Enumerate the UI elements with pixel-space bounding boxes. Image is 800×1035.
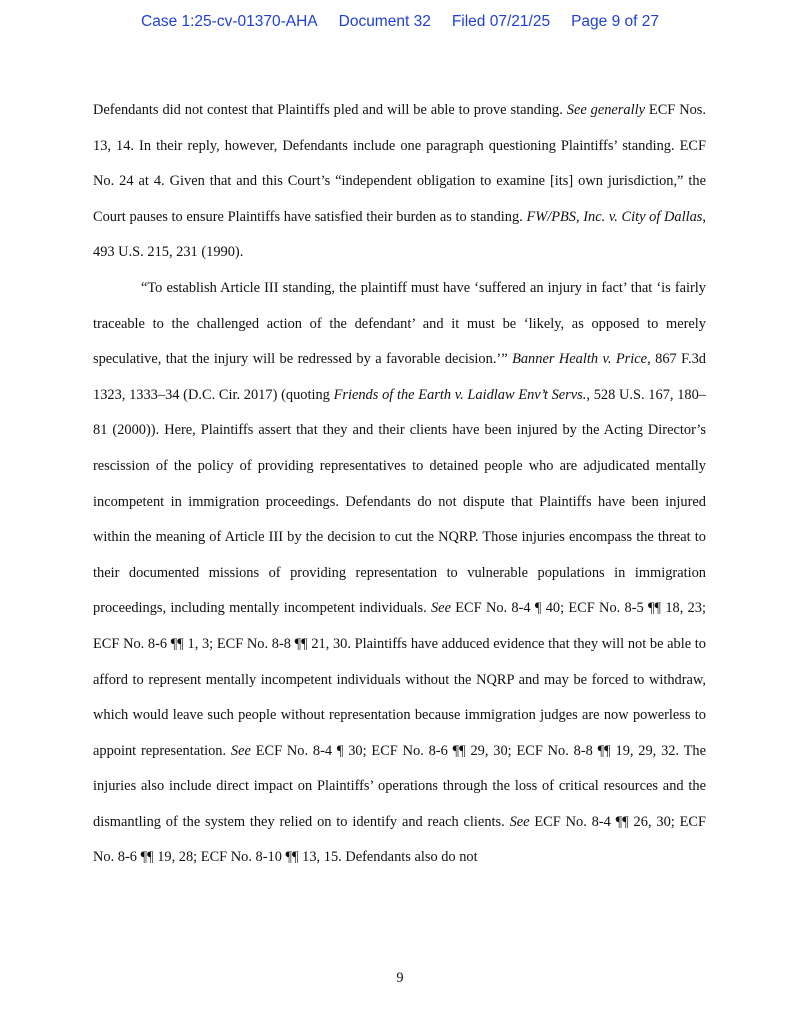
filed-date: Filed 07/21/25 [451,13,551,30]
page-count: Page 9 of 27 [571,13,659,30]
case-name: FW/PBS, Inc. v. City of Dallas [526,208,703,225]
document-body [93,93,706,876]
citation-signal: See [509,813,530,830]
citation-signal: See generally [566,102,645,118]
citation-signal: See [230,742,251,759]
citation-signal: See [430,600,451,617]
page-number: 9 [396,970,404,986]
case-name: Banner Health v. Price [512,351,648,368]
document-number: Document 32 [338,13,431,30]
paragraph-article-iii: “To establish Article III standing, the plaintiff must have ‘suffered an injury in fact’ that ‘is fairly traceable to the challenged action of the defendant’ and it must be ‘likely, as opposed to merely speculative, that the injury will be redressed by a favorable decision.’” Banner Health v. Price, 867 F.3d 1323, 1333–34 (D.C. Cir. 2017) (quoting Friends of the Earth v. Laidlaw Env’t Servs., 528 U.S. 167, 180–81 (2000)). Here, Plaintiffs assert that they and their clients have been injured by the Acting Director’s rescission of the policy of providing representatives to detained people who are adjudicated mentally incompetent in immigration proceedings. Defendants do not dispute that Plaintiffs have been injured within the meaning of Article III by the decision to cut the NQRP. Those injuries encompass the threat to their documented missions of providing representation to vulnerable populations in immigration proceedings, including mentally incompetent individuals. See ECF No. 8-4 ¶ 40; ECF No. 8-5 ¶¶ 18, 23; ECF No. 8-6 ¶¶ 1, 3; ECF No. 8-8 ¶¶ 21, 30. Plaintiffs have adduced evidence that they will not be able to afford to represent mentally incompetent individuals without the NQRP and may be forced to withdraw, which would leave such people without representation because immigration judges are now powerless to appoint representation. See ECF No. 8-4 ¶ 30; ECF No. 8-6 ¶¶ 29, 30; ECF No. 8-8 ¶¶ 19, 29, 32. The injuries also include direct impact on Plaintiffs’ operations through the loss of critical resources and the dismantling of the system they relied on to identify and reach clients. See ECF No. 8-4 ¶¶ 26, 30; ECF No. 8-6 ¶¶ 19, 28; ECF No. 8-10 ¶¶ 13, 15. Defendants also do not [93,279,707,866]
case-number: Case 1:25-cv-01370-AHA [141,13,318,30]
court-filing-header [0,13,800,31]
case-name: Friends of the Earth v. Laidlaw Env’t Servs. [333,386,587,403]
paragraph-standing-intro: Defendants did not contest that Plaintiffs pled and will be able to prove standing. See generally ECF Nos. 13, 14. In their reply, however, Defendants include one paragraph questioning Plaintiffs’ standing. ECF No. 24 at 4. Given that and this Court’s “independent obligation to examine [its] own jurisdiction,” the Court pauses to ensure Plaintiffs have satisfied their burden as to standing. FW/PBS, Inc. v. City of Dallas, 493 U.S. 215, 231 (1990). [93,102,706,261]
